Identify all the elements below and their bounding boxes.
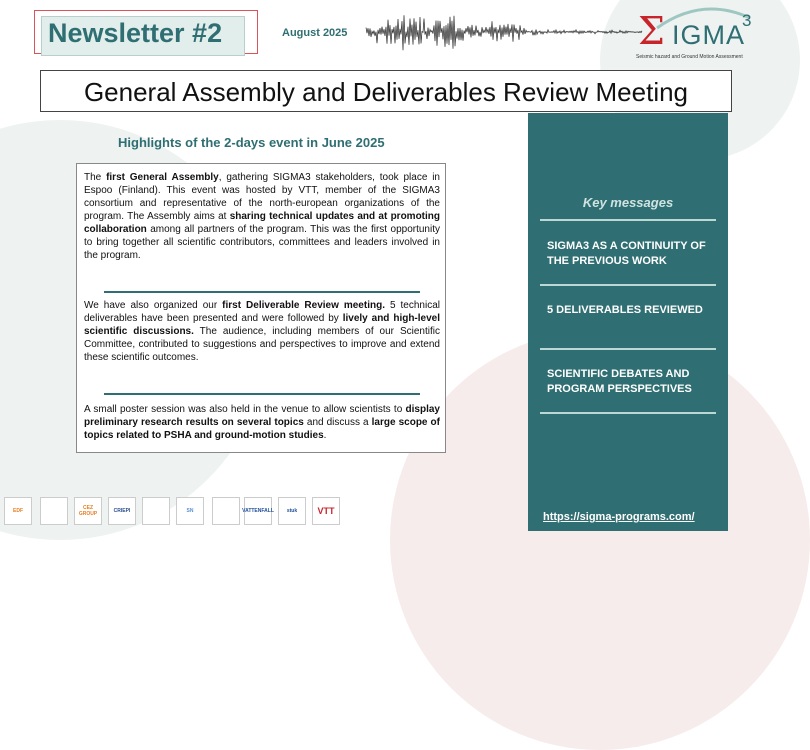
key-messages-sidebar	[528, 113, 728, 531]
partner-logo-stuk: stuk	[278, 497, 306, 525]
partner-logo-vtt: VTT	[312, 497, 340, 525]
content-divider	[104, 291, 420, 293]
logo-name: IGMA	[672, 20, 746, 50]
paragraph-general-assembly: The first General Assembly, gathering SIGMA3 stakeholders, took place in Espoo (Finland). This event was hosted by VTT, member of the SIGMA3 consortium and representative of the north-european organizations of the program. The Assembly aims at sharing technical updates and at promoting collaboration among all partners of the program. This was the first opportunity to bring together all scientific contributors, committees and leaders involved in the program.	[84, 172, 440, 261]
partner-logo-2	[40, 497, 68, 525]
key-messages-title: Key messages	[582, 195, 674, 210]
partner-logo-7	[212, 497, 240, 525]
partner-logo-vattenfall: VATTENFALL	[244, 497, 272, 525]
sigma3-logo	[632, 6, 764, 62]
sidebar-divider	[540, 284, 716, 286]
partner-logo-edf: EDF	[4, 497, 32, 525]
logo-superscript: 3	[742, 11, 752, 30]
partner-logo-6: SN	[176, 497, 204, 525]
logo-tagline: Seismic hazard and Ground Motion Assessment	[636, 54, 743, 60]
newsletter-title: Newsletter #2	[48, 18, 223, 48]
program-website-link[interactable]: https://sigma-programs.com/	[543, 511, 695, 523]
key-message-3: SCIENTIFIC DEBATES AND PROGRAM PERSPECTIVES	[547, 368, 692, 395]
sidebar-divider	[540, 219, 716, 221]
paragraph-poster-session: A small poster session was also held in the venue to allow scientists to display preliminary research results on several topics and discuss a large scope of topics related to PSHA and ground-motion studies.	[84, 404, 440, 441]
key-message-1: SIGMA3 AS A CONTINUITY OF THE PREVIOUS WORK	[547, 240, 706, 267]
partner-logo-cez-group: CEZ GROUP	[74, 497, 102, 525]
content-divider	[104, 393, 420, 395]
partner-logo-crieph: CRIEPI	[108, 497, 136, 525]
key-message-2: 5 DELIVERABLES REVIEWED	[547, 304, 703, 316]
paragraph-deliverable-review: We have also organized our first Deliverable Review meeting. 5 technical deliverables have been presented and were followed by lively and high-level scientific discussions. The audience, including members of our Scientific Committee, contributed to suggestions and perspectives to improve and extend these scientific outcomes.	[84, 300, 441, 363]
page-title: General Assembly and Deliverables Review Meeting	[83, 77, 689, 107]
sidebar-divider	[540, 348, 716, 350]
partner-logo-5	[142, 497, 170, 525]
logo-sigma-glyph: Σ	[638, 9, 665, 53]
issue-date: August 2025	[282, 27, 348, 39]
section-subtitle: Highlights of the 2-days event in June 2025	[118, 135, 385, 150]
seismogram-graphic	[366, 10, 642, 54]
sidebar-divider	[540, 412, 716, 414]
